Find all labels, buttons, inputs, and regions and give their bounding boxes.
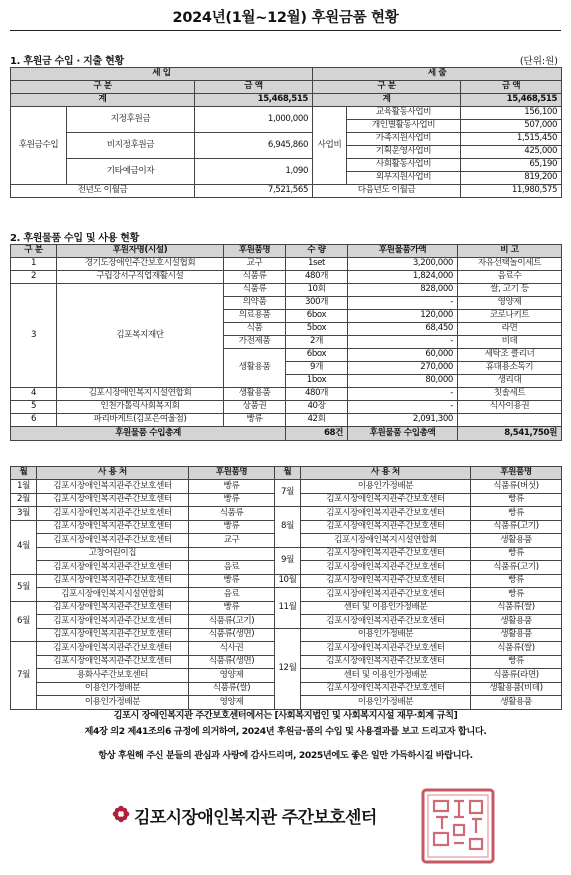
usage-place: 김포시장애인복지시설연합회 [301,534,471,548]
goods-header-cell: 후원품명 [224,245,286,258]
row-qty: 300개 [286,297,348,310]
usage-item: 빵류 [189,574,275,588]
next-carry-amount: 11,980,575 [461,185,562,198]
usage-row [11,574,562,588]
row-no: 6 [11,414,57,427]
table-row [11,414,562,427]
usage-place: 김포시장애인복지관주간보호센터 [301,655,471,669]
usage-row [11,588,562,602]
usage-month: 12월 [275,628,301,709]
prev-carry-label: 전년도 이월금 [11,185,195,198]
row-qty: 40장 [286,401,348,414]
row-value: 80,000 [348,375,458,388]
footer-line-1: 김포시 장애인복지관 주간보호센터에서는 [사회복지법인 및 사회복지시설 재무·회계 규칙] [113,710,458,721]
usage-item: 식품류(라면) [471,669,562,683]
income-group-label: 후원금수입 [11,107,67,185]
expense-row-label: 기획운영사업비 [347,146,461,159]
expense-row-amount: 425,000 [461,146,562,159]
row-value: - [348,336,458,349]
row-item: 빵류 [224,414,286,427]
usage-month: 2월 [11,493,37,507]
usage-place: 이용인가정배분 [301,628,471,642]
usage-place: 김포시장애인복지관주간보호센터 [37,507,189,521]
row-note: 자유선택놀이세트 [458,258,562,271]
row-item: 상품권 [224,401,286,414]
usage-header-place: 사 용 처 [37,467,189,480]
row-note: 비데 [458,336,562,349]
usage-item: 식품류(쌀) [471,601,562,615]
usage-row [11,507,562,521]
row-item: 식품류 [224,271,286,284]
usage-row [11,547,562,561]
usage-item: 식사권 [189,642,275,656]
expense-row-amount: 507,000 [461,120,562,133]
row-value: 120,000 [348,310,458,323]
footer-line-2: 제4장 의2 제41조의6 규정에 의거하여, 2024년 후원금·품의 수입 및 사용결과를 보고 드리고자 합니다. [84,726,487,737]
usage-place: 김포시장애인복지관주간보호센터 [37,642,189,656]
income-row-amount: 6,945,860 [195,133,313,159]
usage-month: 7월 [275,480,301,507]
row-no: 3 [11,284,57,388]
row-qty: 10회 [286,284,348,297]
row-donor: 파리바게트(김포은여울점) [57,414,224,427]
row-value: 270,000 [348,362,458,375]
usage-place: 김포시장애인복지관주간보호센터 [301,547,471,561]
usage-place: 김포시장애인복지관주간보호센터 [301,507,471,521]
usage-header-month: 월 [11,467,37,480]
row-qty: 480개 [286,271,348,284]
usage-place: 김포시장애인복지관주간보호센터 [37,574,189,588]
usage-place: 센터 및 이용인가정배분 [301,601,471,615]
goods-table [10,244,562,441]
usage-place: 김포시장애인복지관주간보호센터 [301,642,471,656]
goods-total-value-label: 후원물품 수입총액 [348,427,458,441]
expense-row-amount: 1,515,450 [461,133,562,146]
row-no: 2 [11,271,57,284]
usage-table [10,466,562,710]
goods-total-value: 8,541,750원 [458,427,562,441]
usage-place: 김포시장애인복지관주간보호센터 [37,601,189,615]
usage-item: 생활용품 [471,696,562,710]
usage-place: 김포시장애인복지관주간보호센터 [37,480,189,494]
usage-place: 김포시장애인복지관주간보호센터 [37,561,189,575]
organization-logo-icon [112,805,130,823]
usage-item: 식품류 [189,507,275,521]
goods-total-qty: 68건 [286,427,348,441]
usage-item: 식품류(쌀) [189,682,275,696]
usage-item: 식품류(쌀) [471,642,562,656]
usage-place: 김포시장애인복지관주간보호센터 [37,520,189,534]
usage-header-item: 후원품명 [189,467,275,480]
official-seal-stamp [420,787,496,865]
row-qty: 6box [286,310,348,323]
usage-item: 빵류 [471,507,562,521]
row-no: 5 [11,401,57,414]
usage-place: 김포시장애인복지시설연합회 [37,588,189,602]
expense-row-amount: 156,100 [461,107,562,120]
usage-place: 이용인가정배분 [301,480,471,494]
row-item: 의료용품 [224,310,286,323]
row-item: 생활용품 [224,349,286,388]
usage-place: 센터 및 이용인가정배분 [301,669,471,683]
row-note: 쌀, 고기 등 [458,284,562,297]
usage-place: 김포시장애인복지관주간보호센터 [301,588,471,602]
expense-total: 15,468,515 [461,94,562,107]
table-row [11,284,562,297]
row-no: 4 [11,388,57,401]
row-note: 영양제 [458,297,562,310]
section1-heading: 1. 후원금 수입 · 지출 현황 [10,56,124,67]
unit-label: (단위:원) [519,56,558,67]
row-qty: 6box [286,349,348,362]
title-underline [10,30,561,31]
usage-place: 김포시장애인복지관주간보호센터 [301,574,471,588]
prev-carry-amount: 7,521,565 [195,185,313,198]
income-expense-table [10,67,562,198]
usage-item: 식품류(생면) [189,655,275,669]
usage-place: 이용인가정배분 [301,696,471,710]
usage-item: 빵류 [471,493,562,507]
row-value: 3,200,000 [348,258,458,271]
row-note: 음료수 [458,271,562,284]
row-note: 세탁조 클리너 [458,349,562,362]
row-note: 생리대 [458,375,562,388]
row-donor: 인천가톨릭사회복지회 [57,401,224,414]
organization-name: 김포시장애인복지관 주간보호센터 [134,808,377,828]
row-donor: 경기도장애인주간보호시설협회 [57,258,224,271]
usage-item: 생활용품(비데) [471,682,562,696]
table-row [11,401,562,414]
usage-month: 10월 [275,574,301,588]
expense-amount-header: 금 액 [461,81,562,94]
usage-item: 빵류 [471,655,562,669]
footer-line-3: 항상 후원해 주신 분들의 관심과 사랑에 감사드리며, 2025년에도 좋은 일만 가득하시길 바랍니다. [98,750,473,761]
row-no: 1 [11,258,57,271]
row-value: 1,824,000 [348,271,458,284]
usage-item: 생활용품 [471,534,562,548]
row-donor: 김포복지재단 [57,284,224,388]
expense-row-label: 개인별활동사업비 [347,120,461,133]
usage-month: 4월 [11,520,37,574]
expense-category-header: 구 분 [313,81,461,94]
row-qty: 1box [286,375,348,388]
usage-item: 식품류(고기) [471,520,562,534]
table-row [11,258,562,271]
expense-total-label: 계 [313,94,461,107]
row-value: - [348,401,458,414]
income-amount-header: 금 액 [195,81,313,94]
row-item: 의약품 [224,297,286,310]
usage-place: 김포시장애인복지관주간보호센터 [37,534,189,548]
row-qty: 2개 [286,336,348,349]
usage-place: 김포시장애인복지관주간보호센터 [301,493,471,507]
income-header: 세 입 [11,68,313,81]
income-row-label: 지정후원금 [67,107,195,133]
row-note: 코로나키트 [458,310,562,323]
row-qty: 480개 [286,388,348,401]
goods-header-cell: 비 고 [458,245,562,258]
usage-item: 음료 [189,588,275,602]
usage-month: 5월 [11,574,37,601]
row-qty: 1set [286,258,348,271]
row-qty: 9개 [286,362,348,375]
usage-item: 빵류 [189,520,275,534]
expense-row-label: 교육활동사업비 [347,107,461,120]
usage-item: 식품류(버섯) [471,480,562,494]
usage-row [11,628,562,642]
table-row [11,271,562,284]
row-item: 식품류 [224,284,286,297]
usage-header-item: 후원품명 [471,467,562,480]
goods-header-cell: 구 분 [11,245,57,258]
usage-place: 김포시장애인복지관주간보호센터 [37,615,189,629]
usage-item: 식품류(생면) [189,628,275,642]
usage-place: 김포시장애인복지관주간보호센터 [37,628,189,642]
usage-item: 빵류 [471,574,562,588]
row-donor: 김포시장애인복지시설연합회 [57,388,224,401]
row-item: 생활용품 [224,388,286,401]
usage-item: 교구 [189,534,275,548]
usage-place: 김포시장애인복지관주간보호센터 [301,682,471,696]
usage-item: 식품류(고기) [189,615,275,629]
next-carry-label: 다음년도 이월금 [313,185,461,198]
row-value: 60,000 [348,349,458,362]
page-title: 2024년(1월~12월) 후원금품 현황 [172,10,399,26]
income-total: 15,468,515 [195,94,313,107]
usage-item: 식품류(고기) [471,561,562,575]
usage-place: 김포시장애인복지관주간보호센터 [37,493,189,507]
usage-item: 영양제 [189,696,275,710]
row-qty: 5box [286,323,348,336]
usage-place: 용화사주간보호센터 [37,669,189,683]
row-qty: 42회 [286,414,348,427]
row-item: 식품 [224,323,286,336]
usage-month: 8월 [275,507,301,548]
table-row [11,388,562,401]
income-row-amount: 1,000,000 [195,107,313,133]
section2-heading: 2. 후원물품 수입 및 사용 현황 [10,233,140,244]
usage-month: 1월 [11,480,37,494]
goods-header-cell: 수 량 [286,245,348,258]
income-row-label: 기타예금이자 [67,159,195,185]
row-value: - [348,297,458,310]
expense-row-label: 가족지원사업비 [347,133,461,146]
expense-row-amount: 65,190 [461,159,562,172]
expense-row-amount: 819,200 [461,172,562,185]
usage-item: 빵류 [189,493,275,507]
row-value: 828,000 [348,284,458,297]
usage-place: 이용인가정배분 [37,696,189,710]
usage-item [189,547,275,561]
usage-item: 빵류 [471,588,562,602]
goods-header-cell: 후원자명(시설) [57,245,224,258]
income-row-amount: 1,090 [195,159,313,185]
row-item: 교구 [224,258,286,271]
expense-header: 세 출 [313,68,562,81]
row-item: 가전제품 [224,336,286,349]
goods-total-label: 후원물품 수입총계 [11,427,286,441]
usage-month: 7월 [11,642,37,710]
income-total-label: 계 [11,94,195,107]
usage-item: 빵류 [189,480,275,494]
usage-item: 영양제 [189,669,275,683]
usage-place: 김포시장애인복지관주간보호센터 [301,615,471,629]
row-note: 라면 [458,323,562,336]
usage-item: 생활용품 [471,628,562,642]
usage-row [11,480,562,494]
row-note: 휴대용소독기 [458,362,562,375]
row-note: 식사이용권 [458,401,562,414]
usage-place: 김포시장애인복지관주간보호센터 [301,520,471,534]
income-row-label: 비지정후원금 [67,133,195,159]
usage-place: 고창어린이집 [37,547,189,561]
expense-group-label: 사업비 [313,107,347,185]
row-value: 2,091,300 [348,414,458,427]
usage-header-place: 사 용 처 [301,467,471,480]
usage-place: 김포시장애인복지관주간보호센터 [301,561,471,575]
row-note [458,414,562,427]
usage-month: 3월 [11,507,37,521]
usage-month: 6월 [11,601,37,642]
expense-row-label: 외부지원사업비 [347,172,461,185]
row-value: 68,450 [348,323,458,336]
usage-month: 11월 [275,588,301,629]
usage-place: 이용인가정배분 [37,682,189,696]
row-value: - [348,388,458,401]
goods-header-cell: 후원물품가액 [348,245,458,258]
row-donor: 구립강서구직업재활시설 [57,271,224,284]
usage-item: 음료 [189,561,275,575]
usage-item: 빵류 [471,547,562,561]
usage-header-month: 월 [275,467,301,480]
usage-place: 김포시장애인복지관주간보호센터 [37,655,189,669]
usage-item: 생활용품 [471,615,562,629]
usage-item: 빵류 [189,601,275,615]
row-note: 칫솔세트 [458,388,562,401]
income-category-header: 구 분 [11,81,195,94]
usage-month: 9월 [275,547,301,574]
expense-row-label: 사회활동사업비 [347,159,461,172]
